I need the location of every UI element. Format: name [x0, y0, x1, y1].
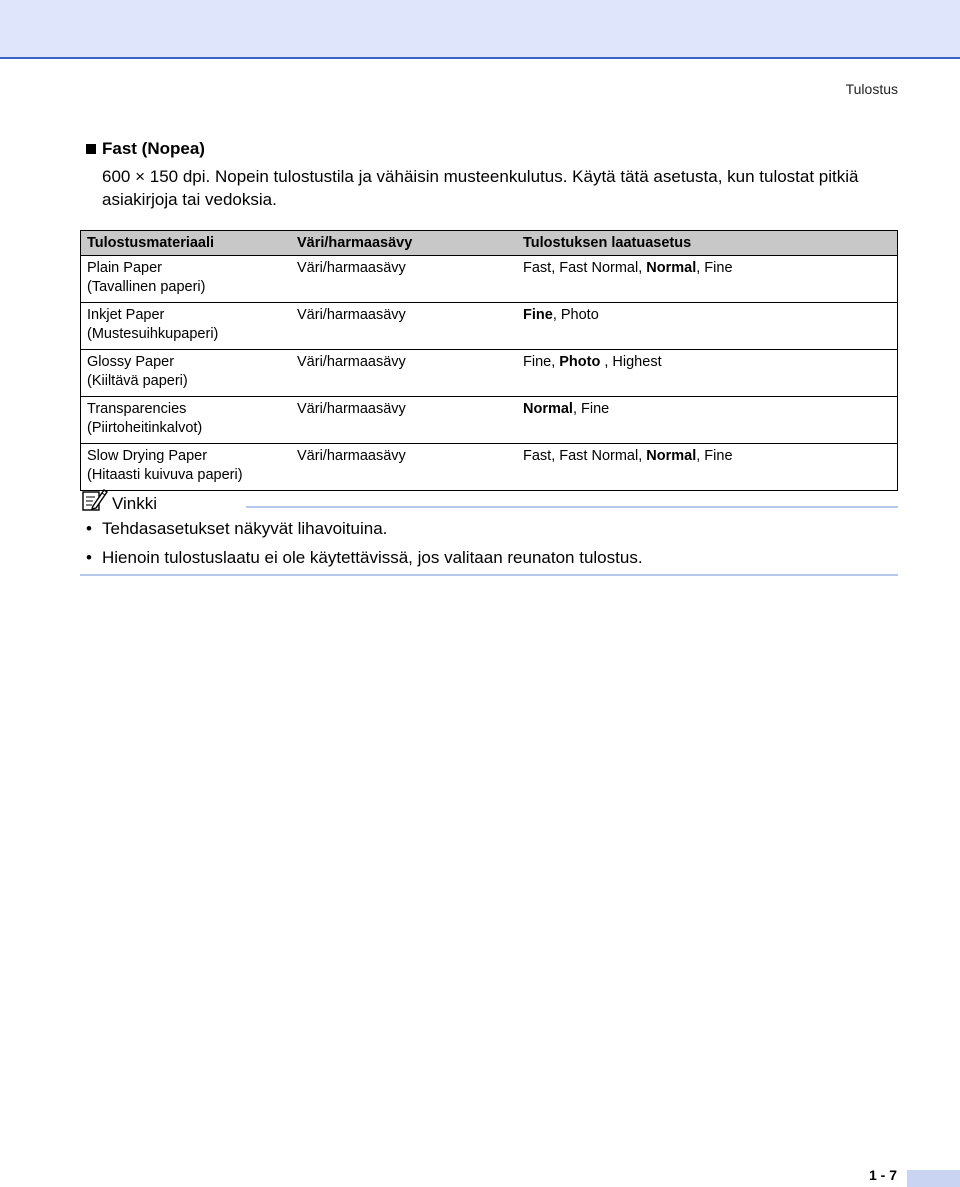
table-row	[81, 256, 898, 303]
page-tab	[907, 1170, 960, 1187]
quality-value: , Highest	[600, 354, 662, 370]
quality-value: , Fine	[696, 260, 733, 276]
media-name-finnish: (Piirtoheitinkalvot)	[87, 420, 203, 436]
quality-cell	[517, 303, 898, 350]
section-heading	[86, 139, 205, 159]
media-name-finnish: (Kiiltävä paperi)	[87, 373, 188, 389]
color-cell: Väri/harmaasävy	[291, 444, 517, 491]
section-description: 600 × 150 dpi. Nopein tulostustila ja vähäisin musteenkulutus. Käytä tätä asetusta, kun tulostat pitkiä asiakirjoja tai vedoksia.	[102, 167, 859, 209]
note-item	[86, 546, 643, 575]
table-row	[81, 303, 898, 350]
quality-value: , Fine	[696, 448, 733, 464]
bullet-dot-icon: •	[86, 519, 92, 538]
media-cell	[81, 350, 292, 397]
quality-value: Fine,	[523, 354, 560, 370]
color-cell: Väri/harmaasävy	[291, 303, 517, 350]
media-name-finnish: (Mustesuihkupaperi)	[87, 326, 219, 342]
note-divider	[246, 506, 898, 508]
color-cell: Väri/harmaasävy	[291, 350, 517, 397]
quality-cell	[517, 350, 898, 397]
note-item-text: Hienoin tulostuslaatu ei ole käytettävissä, jos valitaan reunaton tulostus.	[102, 548, 643, 567]
media-cell	[81, 256, 292, 303]
media-cell	[81, 444, 292, 491]
quality-default-value: Fine	[523, 307, 553, 323]
media-name-finnish: (Tavallinen paperi)	[87, 279, 206, 295]
quality-default-value: Normal	[646, 260, 697, 276]
note-item	[86, 517, 643, 546]
quality-cell	[517, 256, 898, 303]
quality-value: , Fine	[572, 401, 610, 417]
media-name-finnish: (Hitaasti kuivuva paperi)	[87, 467, 243, 483]
note-title: Vinkki	[112, 494, 158, 513]
column-header-media: Tulostusmateriaali	[81, 231, 292, 256]
media-cell	[81, 397, 292, 444]
note-header	[80, 487, 898, 513]
quality-value: Fast, Fast Normal,	[523, 260, 647, 276]
header-band	[0, 0, 960, 59]
note-list	[86, 517, 643, 575]
table-header-row	[81, 231, 898, 256]
column-header-color: Väri/harmaasävy	[291, 231, 517, 256]
media-name: Inkjet Paper	[87, 307, 165, 323]
quality-cell	[517, 444, 898, 491]
media-name: Plain Paper	[87, 260, 162, 276]
table-row	[81, 444, 898, 491]
column-header-quality: Tulostuksen laatuasetus	[517, 231, 898, 256]
page-number: 1 - 7	[868, 1167, 897, 1183]
quality-default-value: Normal	[523, 401, 573, 417]
quality-cell	[517, 397, 898, 444]
note-bottom-divider	[80, 574, 898, 576]
quality-default-value: Normal	[646, 448, 697, 464]
quality-value: , Photo	[552, 307, 599, 323]
note-item-text: Tehdasasetukset näkyvät lihavoituina.	[102, 519, 388, 538]
color-cell: Väri/harmaasävy	[291, 256, 517, 303]
table-row	[81, 397, 898, 444]
print-media-table	[80, 230, 898, 491]
media-name: Glossy Paper	[87, 354, 175, 370]
media-cell	[81, 303, 292, 350]
square-bullet-icon	[86, 144, 96, 154]
media-name: Transparencies	[87, 401, 187, 417]
color-cell: Väri/harmaasävy	[291, 397, 517, 444]
media-name: Slow Drying Paper	[87, 448, 208, 464]
bullet-dot-icon: •	[86, 548, 92, 567]
quality-default-value: Photo	[559, 354, 601, 370]
note-pencil-icon	[80, 487, 108, 513]
running-header-title: Tulostus	[845, 81, 898, 97]
section-heading-text: Fast (Nopea)	[102, 139, 205, 158]
quality-value: Fast, Fast Normal,	[523, 448, 647, 464]
table-row	[81, 350, 898, 397]
